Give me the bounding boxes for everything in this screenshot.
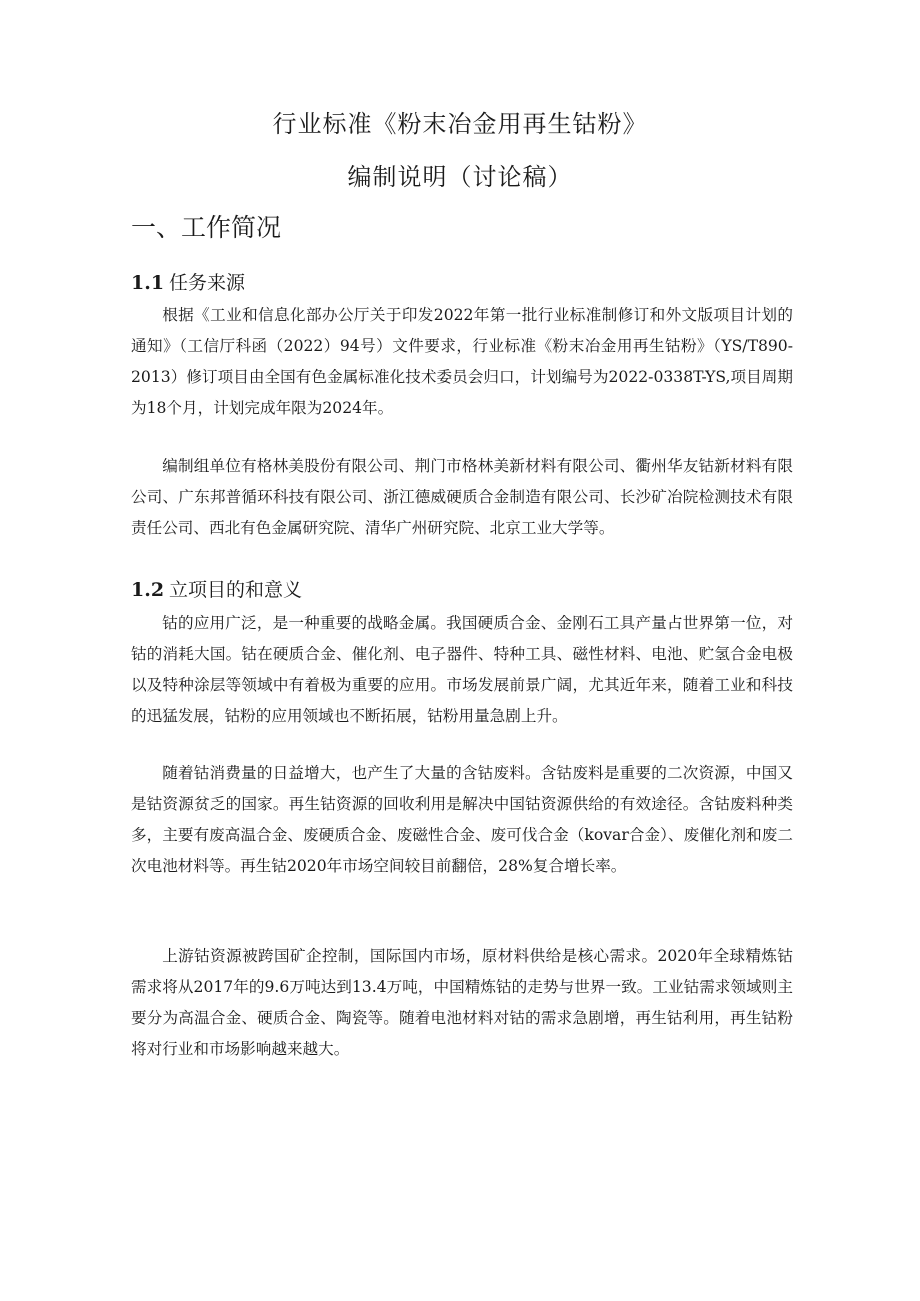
document-subtitle: 编制说明（讨论稿） [347,163,573,191]
paragraph-drafting-units: 编制组单位有格林美股份有限公司、荆门市格林美新材料有限公司、衢州华友钴新材料有限公司、广东邦普循环科技有限公司、浙江德威硬质合金制造有限公司、长沙矿冶院检测技术有限责任公司、西北有色金属研究院、清华广州研究院、北京工业大学等。 [131,457,793,537]
paragraph-cobalt-market: 上游钴资源被跨国矿企控制，国际国内市场，原材料供给是核心需求。2020年全球精炼钴需求将从2017年的9.6万吨达到13.4万吨，中国精炼钴的走势与世界一致。工业钴需求领域则主要分为高温合金、硬质合金、陶瓷等。随着电池材料对钴的需求急剧增，再生钴利用，再生钴粉将对行业和市场影响越来越大。 [131,947,793,1058]
paragraph-cobalt-waste: 随着钴消费量的日益增大，也产生了大量的含钴废料。含钴废料是重要的二次资源，中国又是钴资源贫乏的国家。再生钴资源的回收利用是解决中国钴资源供给的有效途径。含钴废料种类多，主要有废高温合金、废硬质合金、废磁性合金、废可伐合金（kovar合金）、废催化剂和废二次电池材料等。再生钴2020年市场空间较目前翻倍，28%复合增长率。 [131,764,793,875]
subsection-heading-purpose [131,575,302,602]
section-heading-work-overview: 一、工作简况 [131,213,282,242]
paragraph-cobalt-applications: 钴的应用广泛，是一种重要的战略金属。我国硬质合金、金刚石工具产量占世界第一位，对钴的消耗大国。钴在硬质合金、催化剂、电子器件、特种工具、磁性材料、电池、贮氢合金电极以及特种涂层等领域中有着极为重要的应用。市场发展前景广阔，尤其近年来，随着工业和科技的迅猛发展，钴粉的应用领域也不断拓展，钴粉用量急剧上升。 [131,614,793,725]
subsection-number: 1.2 [131,579,165,601]
subsection-title: 立项目的和意义 [169,579,303,601]
subsection-heading-task-source [131,268,245,295]
paragraph-task-source: 根据《工业和信息化部办公厅关于印发2022年第一批行业标准制修订和外文版项目计划的通知》（工信厅科函（2022）94号）文件要求，行业标准《粉末冶金用再生钴粉》（YS/T890-2013）修订项目由全国有色金属标准化技术委员会归口，计划编号为2022-0338T-YS,项目周期为18个月，计划完成年限为2024年。 [131,306,793,417]
document-title: 行业标准《粉末冶金用再生钴粉》 [272,110,648,138]
subsection-title: 任务来源 [169,272,246,294]
subsection-number: 1.1 [131,272,165,294]
